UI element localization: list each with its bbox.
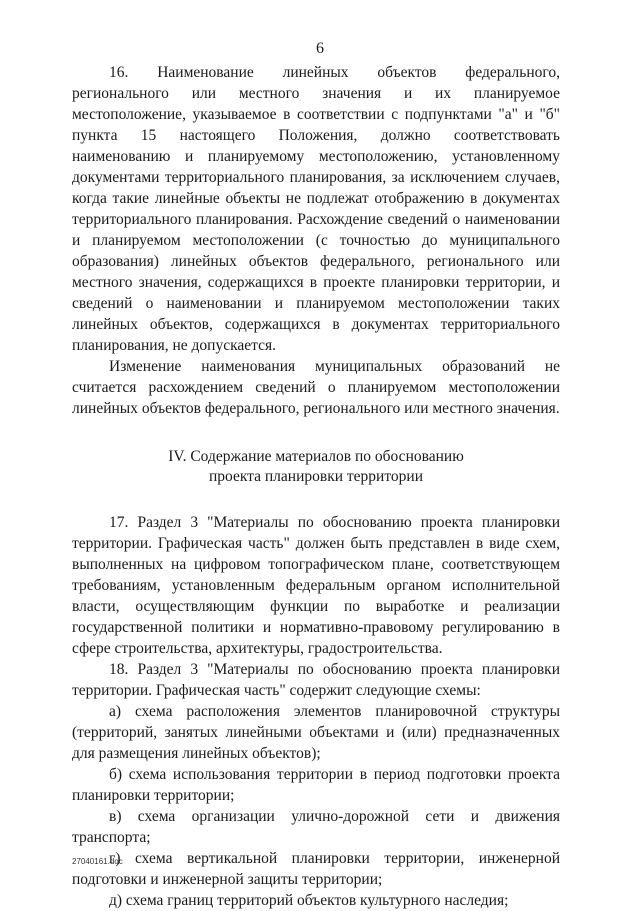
paragraph-16: 16. Наименование линейных объектов федерального, регионального или местного значения и их планируемое местоположение, указываемое в соответствии с подпунктами "а" и "б" пункта 15 настоящего Положения, должно соответствовать наименованию и планируемому местоположению, установленному документами территориального планирования, за исключением случаев, когда такие линейные объекты не подлежат отображению в документах территориального планирования. Расхождение сведений о наименовании и планируемом местоположении (с точностью до муниципального образования) линейных объектов федерального, регионального или местного значения, содержащихся в проекте планировки территории, и сведений о наименовании и планируемом местоположении таких линейных объектов, содержащихся в документах территориального планирования, не допускается. xyxy=(72,64,560,354)
document-body xyxy=(72,62,560,911)
page-number: 6 xyxy=(316,40,324,57)
paragraph-16-note: Изменение наименования муниципальных образований не считается расхождением сведений о планируемом местоположении линейных объектов федерального, регионального или местного значения. xyxy=(72,358,560,417)
paragraph-17: 17. Раздел 3 "Материалы по обоснованию проекта планировки территории. Графическая часть" должен быть представлен в виде схем, выполненных на цифровом топографическом плане, соответствующем требованиям, установленным федеральным органом исполнительной власти, осуществляющим функции по выработке и реализации государственной политики и нормативно-правовому регулированию в сфере строительства, архитектуры, градостроительства. xyxy=(72,514,560,657)
list-item-a: а) схема расположения элементов планировочной структуры (территорий, занятых линейными объектами и (или) предназначенных для размещения линейных объектов); xyxy=(72,703,560,762)
section-heading-line2: проекта планировки территории xyxy=(208,468,424,485)
paragraph-18: 18. Раздел 3 "Материалы по обоснованию проекта планировки территории. Графическая часть" содержит следующие схемы: xyxy=(72,661,560,699)
section-heading xyxy=(72,447,560,487)
list-item-g: г) схема вертикальной планировки территории, инженерной подготовки и инженерной защиты территории; xyxy=(72,850,560,888)
list-item-d: д) схема границ территорий объектов культурного наследия; xyxy=(109,892,509,909)
list-item-b: б) схема использования территории в период подготовки проекта планировки территории; xyxy=(72,766,560,804)
file-name-footer: 27040161.doc xyxy=(72,857,123,866)
section-heading-line1: IV. Содержание материалов по обоснованию xyxy=(168,448,464,465)
list-item-v: в) схема организации улично-дорожной сети и движения транспорта; xyxy=(72,808,560,846)
